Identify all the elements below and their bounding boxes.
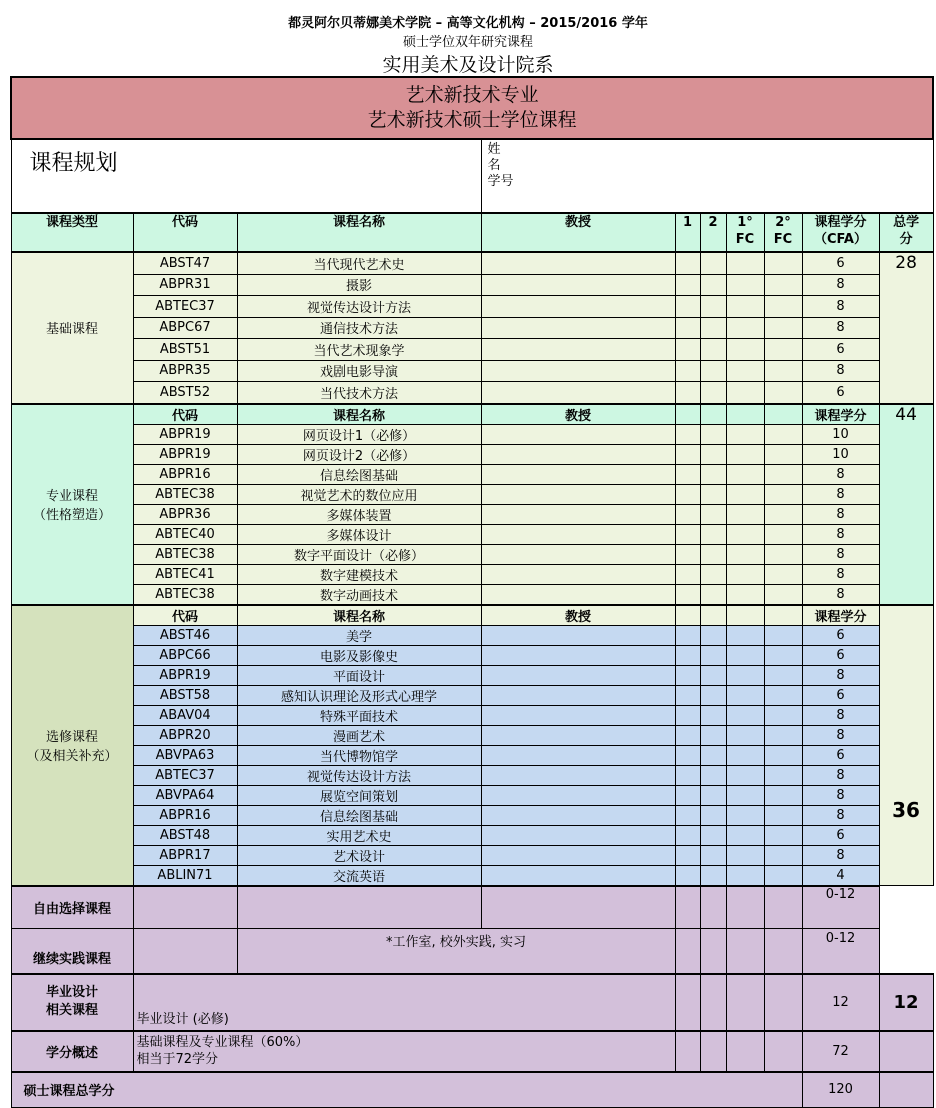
course-code: ABPR19 [133,424,237,444]
basic-section [11,252,933,404]
course-code: ABST48 [133,825,237,845]
course-code: ABPR17 [133,845,237,865]
free-choice-label: 自由选择课程 [11,886,133,929]
course-name: 当代现代艺术史 [237,252,481,274]
table-row [11,745,933,765]
course-credits: 6 [802,339,879,361]
course-code: ABPR20 [133,725,237,745]
course-credits: 8 [802,564,879,584]
plan-label: 课程规划 [11,139,481,213]
elec-col-name: 课程名称 [237,605,481,626]
course-name: 展览空间策划 [237,785,481,805]
course-code: ABVPA64 [133,785,237,805]
col-2: 2 [700,213,726,252]
col-type: 课程类型 [11,213,133,252]
course-credits: 4 [802,865,879,886]
table-row [11,464,933,484]
course-name: 视觉艺术的数位应用 [237,484,481,504]
table-row [11,544,933,564]
elec-col-code: 代码 [133,605,237,626]
course-code: ABLIN71 [133,865,237,886]
course-name: 通信技术方法 [237,317,481,339]
table-row [11,317,933,339]
summary-note-1: 基础课程及专业课程（60%） [136,1035,309,1050]
course-code: ABST46 [133,625,237,645]
course-code: ABPR16 [133,464,237,484]
thesis-label-2: 相关课程 [45,1003,98,1018]
elective-total: 36 [879,605,933,886]
course-credits: 8 [802,524,879,544]
course-credits: 8 [802,274,879,296]
col-teacher: 教授 [481,213,675,252]
table-row [11,685,933,705]
course-name: 当代艺术现象学 [237,339,481,361]
course-code: ABPC67 [133,317,237,339]
table-row [11,296,933,318]
course-code: ABST58 [133,685,237,705]
course-code: ABST51 [133,339,237,361]
col-fc2: 2° FC [764,213,802,252]
table-row [11,645,933,665]
summary-row [11,1031,933,1072]
name-label-2: 名 [487,158,501,173]
table-row [11,665,933,685]
course-code: ABTEC38 [133,544,237,564]
course-credits: 6 [802,685,879,705]
col-total: 总学 分 [879,213,933,252]
table-row [11,825,933,845]
course-code: ABPR31 [133,274,237,296]
summary-note [133,1031,675,1072]
course-code: ABTEC38 [133,584,237,605]
course-credits: 6 [802,825,879,845]
table-row [11,524,933,544]
elec-col-teacher: 教授 [481,605,675,626]
table-row [11,785,933,805]
student-fields [481,139,933,213]
course-name: 平面设计 [237,665,481,685]
summary-credits: 72 [802,1031,879,1072]
course-code: ABTEC40 [133,524,237,544]
course-name: 多媒体设计 [237,524,481,544]
major-title: 艺术新技术专业 [405,84,539,106]
course-credits: 8 [802,765,879,785]
course-credits: 8 [802,464,879,484]
table-row [11,805,933,825]
course-name: 摄影 [237,274,481,296]
professional-total: 44 [879,404,933,605]
degree-title: 艺术新技术硕士学位课程 [367,109,577,131]
course-name: 艺术设计 [237,845,481,865]
table-row [11,339,933,361]
table-row [11,564,933,584]
professional-label-1: 专业课程 [45,489,98,504]
student-info-row [11,139,933,213]
elective-label [11,605,133,886]
academy-header: 都灵阿尔贝蒂娜美术学院 – 高等文化机构 – 2015/2016 学年 [288,16,648,31]
course-credits: 8 [802,665,879,685]
course-name: 美学 [237,625,481,645]
course-name: 漫画艺术 [237,725,481,745]
table-row [11,444,933,464]
course-name: 数字建模技术 [237,564,481,584]
bottom-section [11,886,933,1108]
free-choice-row [11,886,933,929]
pro-col-teacher: 教授 [481,404,675,425]
name-label-1: 姓 [487,142,501,157]
thesis-credits: 12 [802,974,879,1031]
course-credits: 8 [802,544,879,564]
table-row [11,360,933,382]
table-row [11,484,933,504]
thesis-row [11,974,933,1031]
grand-total-label: 硕士课程总学分 [11,1072,802,1108]
practice-row [11,928,933,974]
course-code: ABVPA63 [133,745,237,765]
course-code: ABST47 [133,252,237,274]
elective-header-row [11,605,933,626]
course-credits: 6 [802,745,879,765]
professional-label-2: （性格塑造） [32,508,111,523]
course-plan-table [10,76,934,1108]
thesis-label-1: 毕业设计 [45,985,98,1000]
professional-label [11,404,133,605]
pro-col-name: 课程名称 [237,404,481,425]
course-code: ABST52 [133,382,237,404]
course-code: ABPR16 [133,805,237,825]
title-row [11,77,933,139]
course-name: 视觉传达设计方法 [237,296,481,318]
elective-label-2: （及相关补充） [26,749,118,764]
course-name: 信息绘图基础 [237,464,481,484]
course-credits: 8 [802,504,879,524]
course-credits: 8 [802,360,879,382]
course-code: ABPC66 [133,645,237,665]
elective-label-1: 选修课程 [45,730,98,745]
course-name: 数字平面设计（必修） [237,544,481,564]
table-row [11,584,933,605]
course-code: ABPR19 [133,665,237,685]
course-name: 电影及影像史 [237,645,481,665]
course-name: 网页设计2（必修） [237,444,481,464]
grand-total-row [11,1072,933,1108]
course-credits: 8 [802,317,879,339]
professional-header-row [11,404,933,425]
practice-label: 继续实践课程 [11,928,133,974]
course-name: 戏剧电影导演 [237,360,481,382]
course-code: ABAV04 [133,705,237,725]
pro-col-credits: 课程学分 [802,404,879,425]
course-code: ABPR19 [133,444,237,464]
course-credits: 8 [802,296,879,318]
basic-label: 基础课程 [11,252,133,404]
course-credits: 8 [802,584,879,605]
summary-note-2: 相当于72学分 [136,1052,219,1067]
thesis-note: 毕业设计 (必修) [133,974,675,1031]
course-code: ABTEC37 [133,765,237,785]
course-name: 网页设计1（必修） [237,424,481,444]
practice-credits: 0-12 [802,928,879,974]
course-code: ABTEC37 [133,296,237,318]
col-code: 代码 [133,213,237,252]
course-code: ABPR35 [133,360,237,382]
course-credits: 8 [802,725,879,745]
course-name: 实用艺术史 [237,825,481,845]
course-credits: 10 [802,444,879,464]
course-credits: 6 [802,645,879,665]
col-fc1: 1° FC [726,213,764,252]
course-name: 当代技术方法 [237,382,481,404]
summary-label: 学分概述 [11,1031,133,1072]
elec-col-credits: 课程学分 [802,605,879,626]
basic-total: 28 [879,252,933,404]
student-id-label: 学号 [487,174,514,189]
table-row [11,424,933,444]
course-name: 交流英语 [237,865,481,886]
course-name: 多媒体装置 [237,504,481,524]
col-1: 1 [675,213,700,252]
col-name: 课程名称 [237,213,481,252]
table-row [11,765,933,785]
course-credits: 6 [802,625,879,645]
course-name: 感知认识理论及形式心理学 [237,685,481,705]
table-row [11,865,933,886]
department-name: 实用美术及设计院系 [382,54,554,76]
table-row [11,504,933,524]
column-header-row [11,213,933,252]
table-row [11,382,933,404]
professional-section [11,404,933,605]
grand-total-credits: 120 [802,1072,879,1108]
practice-note: *工作室, 校外实践, 实习 [237,928,675,974]
table-row [11,274,933,296]
table-row [11,845,933,865]
elective-section [11,605,933,886]
course-credits: 8 [802,805,879,825]
col-credits: 课程学分 （CFA） [802,213,879,252]
course-code: ABTEC41 [133,564,237,584]
course-name: 当代博物馆学 [237,745,481,765]
table-row [11,725,933,745]
course-credits: 8 [802,705,879,725]
course-credits: 8 [802,484,879,504]
thesis-total: 12 [879,974,933,1031]
course-credits: 10 [802,424,879,444]
course-credits: 6 [802,382,879,404]
course-code: ABTEC38 [133,484,237,504]
program-type: 硕士学位双年研究课程 [402,35,533,50]
course-code: ABPR36 [133,504,237,524]
course-credits: 6 [802,252,879,274]
table-row [11,705,933,725]
pro-col-code: 代码 [133,404,237,425]
table-row [11,625,933,645]
course-credits: 8 [802,785,879,805]
course-name: 特殊平面技术 [237,705,481,725]
table-row [11,252,933,274]
course-name: 信息绘图基础 [237,805,481,825]
free-choice-credits: 0-12 [802,886,879,929]
course-name: 数字动画技术 [237,584,481,605]
thesis-label [11,974,133,1031]
course-credits: 8 [802,845,879,865]
course-name: 视觉传达设计方法 [237,765,481,785]
